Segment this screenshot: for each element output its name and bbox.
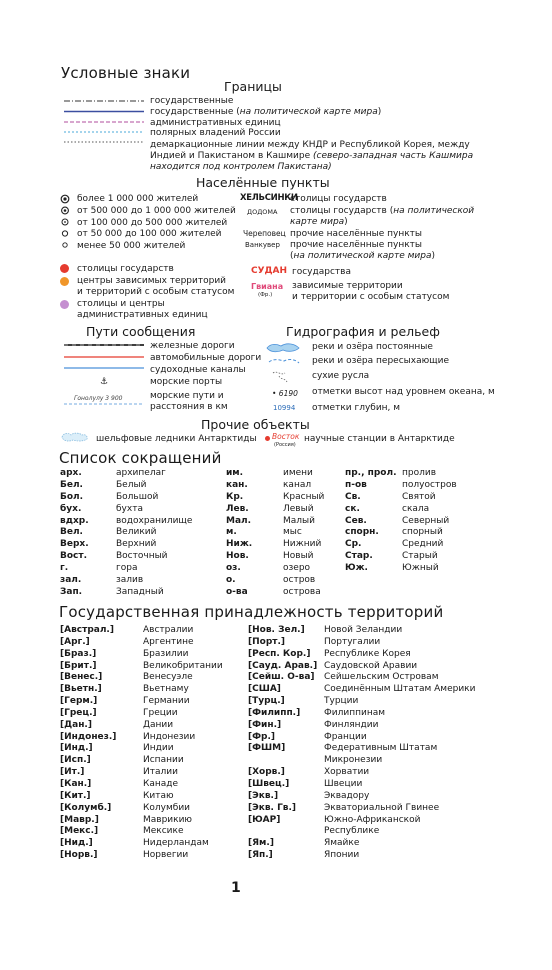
abbr-term: [Экв.]	[248, 790, 279, 801]
sample-dependent-sub: (Фр.)	[258, 292, 273, 298]
abbr-term: [Яп.]	[248, 850, 273, 861]
abbr-term: [США]	[248, 684, 281, 695]
abbr-meaning: спорный	[402, 527, 443, 538]
capital-dot-icon	[60, 264, 69, 273]
depth-sample: 10994	[273, 404, 296, 412]
abbr-term: [ФШМ]	[248, 743, 286, 754]
settlement-size-icons	[60, 193, 74, 253]
abbr-meaning: Северный	[402, 515, 450, 526]
abbr-meaning: Нижний	[283, 539, 322, 550]
abbr-meaning: Канаде	[143, 778, 179, 789]
abbr-term: п-ов	[345, 479, 367, 490]
settlements-heading: Населённые пункты	[196, 175, 330, 190]
dry-bed-icon	[273, 372, 287, 382]
abbr-meaning: Индонезии	[143, 731, 196, 742]
abbr-term: [Сейш. О-ва]	[248, 672, 315, 683]
abbr-term: [Венес.]	[60, 672, 103, 683]
abbr-term: [Колумб.]	[60, 802, 112, 813]
abbr-term: арх.	[60, 468, 82, 478]
abbr-term: Нов.	[226, 551, 249, 562]
abbr-meaning: Южно-Африканской	[324, 814, 421, 825]
glacier-icon	[61, 431, 89, 443]
abbr-term: вдхр.	[60, 515, 89, 526]
abbr-term: [Кит.]	[60, 790, 91, 801]
abbr-term: [Ит.]	[60, 767, 85, 778]
sample-capital: ХЕЛЬСИНКИ	[240, 193, 298, 203]
abbr-term: кан.	[226, 479, 248, 490]
border-state-label: государственные	[150, 96, 234, 106]
abbr-meaning: Саудовской Аравии	[324, 660, 418, 671]
abbr-meaning: Красный	[283, 491, 325, 502]
sea-route-sample: Гонолулу 3 900	[74, 395, 123, 402]
abbr-meaning: Южный	[402, 563, 439, 574]
abbr-meaning: Греции	[143, 707, 178, 718]
size-label-2: от 100 000 до 500 000 жителей	[77, 218, 228, 228]
terr-col2-full	[324, 625, 475, 862]
sea-route-label: морские пути и расстояния в км	[150, 391, 228, 412]
dry-beds-label: сухие русла	[312, 371, 370, 381]
abbr-term	[248, 755, 317, 767]
territories-title: Государственная принадлежность территорий	[59, 603, 444, 621]
abbr-term: Юж.	[345, 563, 368, 574]
abbr-term: Ср.	[345, 539, 362, 550]
sample-state: СУДАН	[251, 266, 288, 276]
borders-heading: Границы	[224, 79, 282, 94]
hydro-symbols	[265, 340, 305, 388]
abbr-term: м.	[226, 527, 237, 538]
abbr-term: [Экв. Гв.]	[248, 802, 297, 813]
abbr-term: [Турц.]	[248, 696, 285, 707]
abbr-col3-abbr	[345, 468, 397, 575]
sample-town-political: Ванкувер	[245, 241, 280, 249]
abbr-meaning: Японии	[324, 850, 360, 861]
sample-town-political-label: прочие населённые пункты (на политической карте мира)	[290, 240, 436, 261]
other-heading: Прочие объекты	[201, 417, 310, 432]
abbr-term: пр., прол.	[345, 468, 397, 478]
seasonal-river-icon	[269, 360, 299, 363]
abbr-term: Бел.	[60, 479, 83, 490]
abbr-meaning: Великобритании	[143, 660, 223, 671]
sample-dependent-label: зависимые территории и территории с особым статусом	[292, 281, 450, 302]
sample-capital-political: ДОДОМА	[247, 208, 278, 216]
capital-label: столицы государств	[77, 264, 174, 274]
abbr-meaning: Старый	[402, 551, 438, 562]
rivers-permanent-label: реки и озёра постоянные	[312, 342, 433, 352]
abbr-col1-full	[116, 468, 192, 599]
abbr-meaning: имени	[283, 468, 313, 478]
station-sample-sub: (Россия)	[274, 442, 296, 448]
abbr-term: [Индонез.]	[60, 731, 117, 742]
admin-center-label: столицы и центры административных единиц	[77, 299, 208, 320]
hydro-heading: Гидрография и рельеф	[286, 324, 440, 339]
abbr-meaning: Италии	[143, 767, 178, 778]
abbr-col1-abbr	[60, 468, 89, 599]
size-label-1: от 500 000 до 1 000 000 жителей	[77, 206, 236, 216]
abbr-term: [Дан.]	[60, 719, 92, 730]
abbr-meaning: Венесуэле	[143, 672, 193, 683]
abbr-term: [Хорв.]	[248, 767, 285, 778]
abbr-meaning: Индии	[143, 743, 174, 754]
abbr-meaning: Бразилии	[143, 648, 189, 659]
sample-capital-political-label: столицы государств (на политической карте мира)	[290, 206, 475, 227]
border-state-political-label: государственные (на политической карте мира)	[150, 107, 382, 117]
abbr-meaning: Дании	[143, 719, 174, 730]
abbr-term: зал.	[60, 575, 82, 586]
abbr-meaning: архипелаг	[116, 468, 166, 478]
abbr-term: [Филипп.]	[248, 707, 301, 718]
dependent-center-dot-icon	[60, 277, 69, 286]
abbr-term: [Инд.]	[60, 743, 93, 754]
abbr-term: [Браз.]	[60, 648, 97, 659]
heights-label: отметки высот над уровнем океана, м	[312, 387, 495, 397]
abbr-term: [Респ. Кор.]	[248, 648, 311, 659]
abbr-meaning: Франции	[324, 731, 367, 742]
abbr-meaning: гора	[116, 563, 138, 574]
abbr-term: [Герм.]	[60, 696, 98, 707]
abbr-meaning: Португалии	[324, 636, 381, 647]
abbr-meaning: Великий	[116, 527, 157, 538]
abbr-meaning: Левый	[283, 503, 314, 514]
glacier-label: шельфовые ледники Антарктиды	[96, 434, 257, 444]
abbr-meaning: Аргентине	[143, 636, 194, 647]
abbr-meaning: мыс	[283, 527, 302, 538]
abbr-term: г.	[60, 563, 69, 574]
routes-heading: Пути сообщения	[86, 324, 196, 339]
road-label: автомобильные дороги	[150, 353, 262, 363]
abbr-meaning: Западный	[116, 586, 164, 597]
abbr-term: [Брит.]	[60, 660, 97, 671]
page-number: 1	[231, 880, 241, 896]
city-50k-icon	[62, 231, 67, 236]
legend-title: Условные знаки	[61, 64, 191, 82]
rivers-seasonal-label: реки и озёра пересыхающие	[312, 356, 450, 366]
size-label-0: более 1 000 000 жителей	[77, 194, 199, 204]
abbr-meaning: Федеративным Штатам	[324, 743, 438, 754]
border-admin-label: административных единиц	[150, 118, 281, 128]
abbr-meaning: острова	[283, 586, 321, 597]
sample-state-label: государства	[292, 267, 351, 277]
abbr-meaning: озеро	[283, 563, 311, 574]
city-small-icon	[63, 243, 67, 247]
abbr-meaning: пролив	[402, 468, 437, 478]
abbr-term: Вел.	[60, 527, 83, 538]
abbr-meaning: Филиппинам	[324, 707, 386, 718]
abbr-term: [Исп.]	[60, 755, 91, 766]
abbr-meaning: Германии	[143, 696, 190, 707]
abbr-term: Стар.	[345, 551, 373, 562]
sample-town-label: прочие населённые пункты	[290, 229, 422, 239]
railway-label: железные дороги	[150, 341, 235, 351]
abbr-meaning: Новой Зеландии	[324, 625, 403, 635]
abbreviations-title: Список сокращений	[59, 449, 222, 467]
abbr-meaning: Соединённым Штатам Америки	[324, 684, 476, 695]
abbr-meaning: Большой	[116, 491, 159, 502]
abbr-meaning: Экваториальной Гвинее	[324, 802, 440, 813]
abbr-term: ск.	[345, 503, 360, 514]
terr-col1-abbr	[60, 625, 116, 862]
station-label: научные станции в Антарктиде	[304, 434, 455, 444]
abbr-term: [Нид.]	[60, 838, 93, 849]
station-dot-icon	[265, 436, 270, 441]
abbr-term: [Австрал.]	[60, 625, 114, 635]
abbr-meaning: Святой	[402, 491, 436, 502]
dependent-center-label: центры зависимых территорий и территорий с особым статусом	[77, 276, 235, 297]
abbr-term: [Норв.]	[60, 850, 98, 861]
abbr-meaning: Республике Корея	[324, 648, 411, 659]
abbr-meaning: Сейшельским Островам	[324, 672, 439, 683]
abbr-meaning: Республике	[324, 826, 380, 837]
abbr-meaning: полуостров	[402, 479, 457, 490]
abbr-term	[248, 826, 317, 838]
abbr-meaning: Финляндии	[324, 719, 379, 730]
abbr-meaning: Нидерландам	[143, 838, 209, 849]
abbr-term: [Мекс.]	[60, 826, 99, 837]
abbr-meaning: Мексике	[143, 826, 184, 837]
abbr-meaning: Вьетнаму	[143, 684, 189, 695]
station-sample: Восток	[272, 432, 300, 441]
abbr-meaning: Малый	[283, 515, 315, 526]
depths-label: отметки глубин, м	[312, 403, 401, 413]
abbr-meaning: Норвегии	[143, 850, 189, 861]
abbr-meaning: Микронезии	[324, 755, 383, 766]
abbr-term: оз.	[226, 563, 241, 574]
abbr-term: [Фин.]	[248, 719, 282, 730]
abbr-col2-abbr	[226, 468, 252, 599]
abbr-meaning: Верхний	[116, 539, 157, 550]
abbr-term: Вост.	[60, 551, 88, 562]
abbr-meaning: Новый	[283, 551, 314, 562]
abbr-meaning: Маврикию	[143, 814, 193, 825]
abbr-term: [Ям.]	[248, 838, 274, 849]
sample-capital-label: столицы государств	[290, 194, 387, 204]
abbr-meaning: Средний	[402, 539, 444, 550]
abbr-meaning: водохранилище	[116, 515, 193, 526]
permanent-lake-icon	[267, 344, 299, 352]
abbr-term: Сев.	[345, 515, 367, 526]
abbr-term: [Вьетн.]	[60, 684, 102, 695]
terr-col1-full	[143, 625, 223, 862]
anchor-icon: ⚓	[100, 377, 109, 387]
abbr-meaning: Ямайке	[324, 838, 360, 849]
abbr-term: Верх.	[60, 539, 89, 550]
abbr-meaning: Австралии	[143, 625, 194, 635]
abbr-term: [Швец.]	[248, 778, 290, 789]
abbr-meaning: остров	[283, 575, 316, 586]
abbr-term: [Фр.]	[248, 731, 276, 742]
abbr-term: [Арг.]	[60, 636, 90, 647]
height-sample: • 6190	[272, 389, 298, 398]
abbr-meaning: Турции	[324, 696, 359, 707]
abbr-meaning: Восточный	[116, 551, 168, 562]
canal-label: судоходные каналы	[150, 365, 246, 375]
abbr-term: о.	[226, 575, 236, 586]
border-demarcation-label: демаркационные линии между КНДР и Республикой Корея, между Индией и Пакистаном в Кашмире (северо-западная часть Кашмира находится под контролем Пакистана)	[150, 140, 474, 172]
abbr-term: [Порт.]	[248, 636, 286, 647]
border-polar-label: полярных владений России	[150, 128, 281, 138]
abbr-meaning: Хорватии	[324, 767, 370, 778]
abbr-meaning: Испании	[143, 755, 184, 766]
borders-symbols	[64, 96, 144, 148]
size-label-3: от 50 000 до 100 000 жителей	[77, 229, 222, 239]
abbr-term: Лев.	[226, 503, 249, 514]
abbr-term: [Мавр.]	[60, 814, 99, 825]
abbr-term: им.	[226, 468, 244, 478]
abbr-meaning: бухта	[116, 503, 143, 514]
abbr-meaning: залив	[116, 575, 144, 586]
sample-town: Череповец	[243, 229, 286, 238]
abbr-term: Ниж.	[226, 539, 253, 550]
abbr-term: спорн.	[345, 527, 379, 538]
abbr-col3-full	[402, 468, 457, 575]
abbr-term: Бол.	[60, 491, 84, 502]
abbr-term: [ЮАР]	[248, 814, 281, 825]
abbr-term: Кр.	[226, 491, 244, 502]
abbr-meaning: скала	[402, 503, 430, 514]
abbr-term: Св.	[345, 491, 361, 502]
abbr-term: [Грец.]	[60, 707, 97, 718]
abbr-col2-full	[283, 468, 324, 599]
abbr-term: Зап.	[60, 586, 83, 597]
abbr-meaning: Белый	[116, 479, 147, 490]
abbr-meaning: канал	[283, 479, 312, 490]
port-label: морские порты	[150, 377, 223, 387]
abbr-term: [Сауд. Арав.]	[248, 660, 318, 671]
abbr-term: бух.	[60, 503, 82, 514]
sample-dependent: Гвиана	[251, 282, 284, 291]
abbr-term: о-ва	[226, 586, 248, 597]
terr-col2-abbr	[248, 625, 317, 862]
abbr-meaning: Эквадору	[324, 790, 370, 801]
abbr-term: [Нов. Зел.]	[248, 625, 305, 635]
abbr-term: [Кан.]	[60, 778, 92, 789]
abbr-term: Мал.	[226, 515, 252, 526]
size-label-4: менее 50 000 жителей	[77, 241, 186, 251]
abbr-meaning: Швеции	[324, 778, 363, 789]
abbr-meaning: Китаю	[143, 790, 174, 801]
abbr-meaning: Колумбии	[143, 802, 191, 813]
admin-center-dot-icon	[60, 300, 69, 309]
